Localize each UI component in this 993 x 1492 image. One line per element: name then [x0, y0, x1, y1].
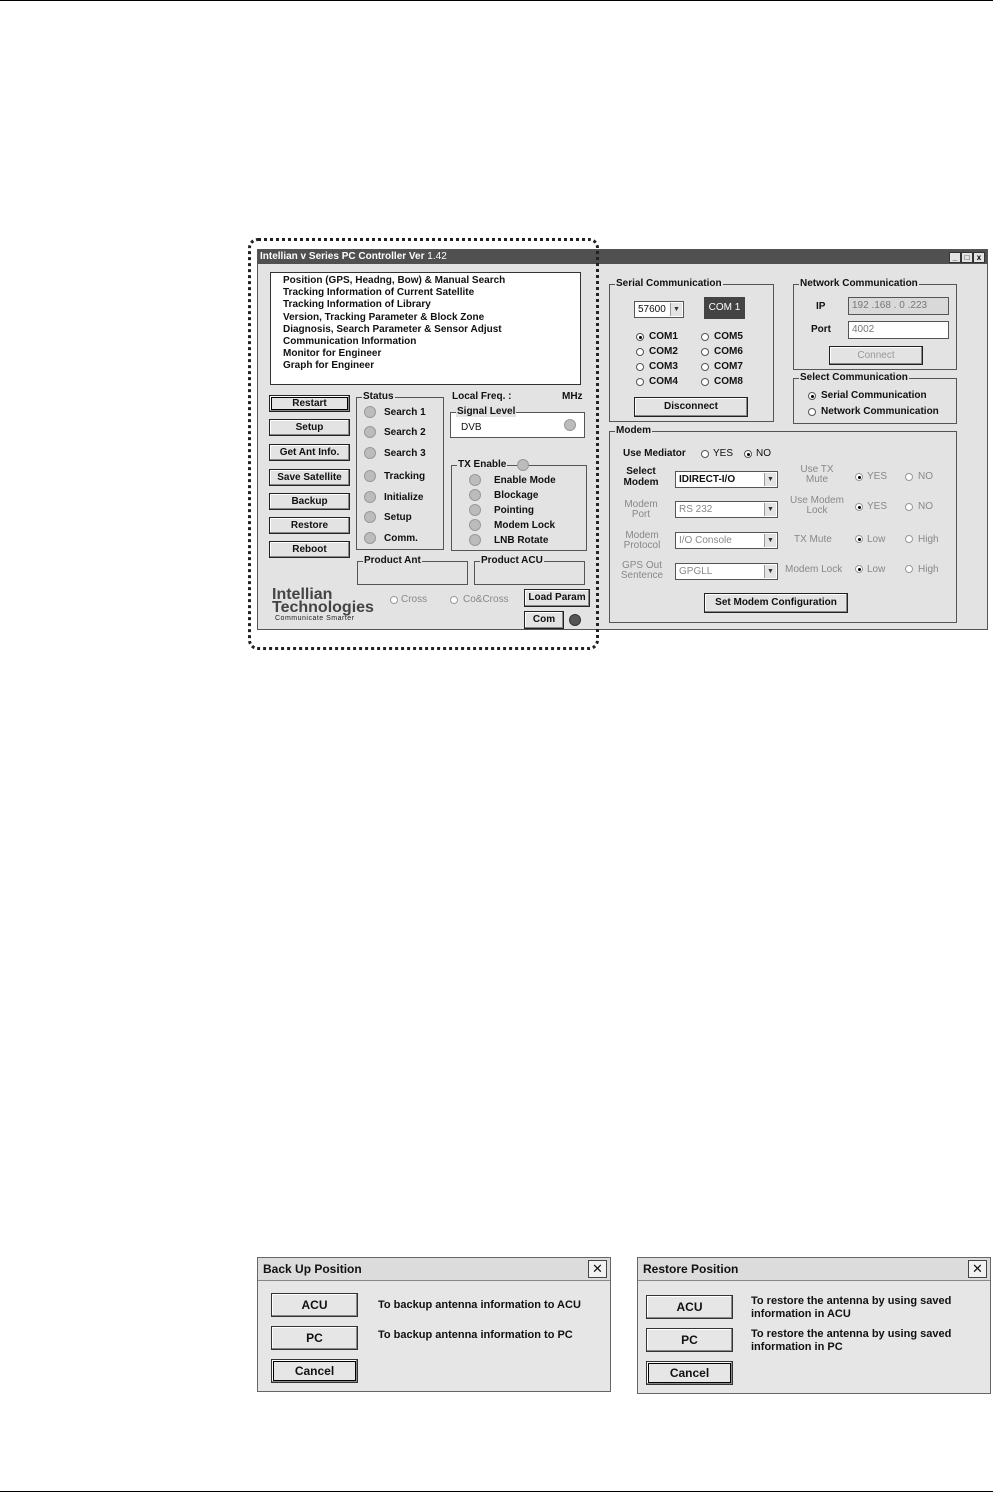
local-freq-label: Local Freq. :: [452, 391, 512, 402]
label-modem-lock-no: NO: [918, 501, 933, 512]
modem-protocol-value: I/O Console: [679, 535, 732, 546]
chevron-down-icon: ▼: [670, 303, 682, 316]
tx-label-blockage: Blockage: [494, 490, 539, 501]
radio-modem-lock-no[interactable]: [905, 503, 913, 511]
backup-dialog-title: Back Up Position: [258, 1258, 610, 1281]
restore-position-dialog: [637, 1257, 991, 1394]
signal-level-title: Signal Level: [457, 406, 516, 417]
select-communication-group: [793, 372, 957, 424]
radio-com3[interactable]: [636, 363, 644, 371]
modem-port-dropdown[interactable]: [675, 501, 778, 518]
status-label-search3: Search 3: [384, 448, 426, 459]
radio-mediator-yes[interactable]: [701, 450, 709, 458]
menu-item-tracking-library[interactable]: Tracking Information of Library: [283, 299, 431, 311]
modem-protocol-dropdown[interactable]: [675, 532, 778, 549]
window-version: 1.42: [427, 251, 447, 262]
set-modem-configuration-button[interactable]: Set Modem Configuration: [704, 593, 848, 613]
restore-button[interactable]: Restore: [269, 517, 350, 534]
backup-pc-button[interactable]: PC: [271, 1326, 358, 1350]
select-modem-label: Select Modem: [623, 466, 659, 488]
status-label-initialize: Initialize: [384, 492, 424, 503]
chevron-down-icon: ▼: [764, 473, 776, 486]
restore-pc-button[interactable]: PC: [646, 1328, 733, 1352]
menu-item-version[interactable]: Version, Tracking Parameter & Block Zone: [283, 311, 485, 323]
gps-out-dropdown[interactable]: [675, 563, 778, 580]
radio-com4[interactable]: [636, 378, 644, 386]
status-label-search2: Search 2: [384, 427, 426, 438]
label-modem-lock-high: High: [918, 564, 939, 575]
status-label-tracking: Tracking: [384, 471, 426, 482]
network-communication-group: [793, 278, 957, 370]
ip-field[interactable]: 192 .168 . 0 .223: [848, 297, 949, 315]
maximize-button[interactable]: □: [961, 252, 973, 263]
backup-acu-description: To backup antenna information to ACU: [378, 1299, 581, 1311]
tx-label-modem-lock: Modem Lock: [494, 520, 556, 531]
label-tx-mute-high: High: [918, 534, 939, 545]
modem-group: [609, 425, 957, 623]
radio-mediator-no[interactable]: [744, 450, 752, 458]
baud-rate-value: 57600: [638, 304, 666, 315]
restore-dialog-close-icon[interactable]: ✕: [968, 1260, 987, 1278]
product-acu-title: Product ACU: [481, 555, 543, 566]
menu-item-monitor[interactable]: Monitor for Engineer: [283, 348, 382, 360]
signal-level-value: DVB: [461, 422, 482, 433]
label-tx-mute-no: NO: [918, 471, 933, 482]
status-label-setup: Setup: [384, 512, 412, 523]
modem-protocol-label: Modem Protocol: [623, 530, 661, 551]
radio-tx-mute-yes[interactable]: [855, 473, 863, 481]
radio-com5[interactable]: [701, 333, 709, 341]
label-mediator-no: NO: [756, 448, 771, 459]
label-com6: COM6: [714, 346, 743, 357]
restore-acu-description: To restore the antenna by using saved information in ACU: [751, 1295, 952, 1320]
select-comm-title: Select Communication: [800, 372, 908, 383]
connect-button[interactable]: Connect: [829, 346, 923, 365]
serial-communication-group: [609, 278, 774, 422]
label-modem-lock-low: Low: [867, 564, 886, 575]
use-modem-lock-label: Use Modem Lock: [790, 495, 844, 516]
select-modem-dropdown[interactable]: [675, 471, 778, 488]
radio-com8[interactable]: [701, 378, 709, 386]
label-com7: COM7: [714, 361, 743, 372]
get-ant-info-button[interactable]: Get Ant Info.: [269, 444, 350, 461]
restore-acu-button[interactable]: ACU: [646, 1295, 733, 1319]
label-com1: COM1: [649, 331, 678, 342]
disconnect-button[interactable]: Disconnect: [634, 397, 748, 417]
port-label: Port: [811, 324, 831, 335]
highlight-outline: [248, 238, 599, 650]
tx-label-enable-mode: Enable Mode: [494, 475, 556, 486]
modem-port-value: RS 232: [679, 504, 713, 515]
label-network-communication: Network Communication: [821, 406, 939, 417]
restore-cancel-button[interactable]: Cancel: [646, 1361, 733, 1385]
label-com5: COM5: [714, 331, 743, 342]
restore-dialog-title: Restore Position: [638, 1258, 990, 1281]
menu-item-communication[interactable]: Communication Information: [283, 336, 417, 348]
label-com2: COM2: [649, 346, 678, 357]
modem-port-label: Modem Port: [624, 499, 658, 520]
radio-modem-lock-yes[interactable]: [855, 503, 863, 511]
label-tx-mute-low: Low: [867, 534, 886, 545]
tx-label-lnb-rotate: LNB Rotate: [494, 535, 549, 546]
label-cross: Cross: [401, 594, 428, 605]
label-com4: COM4: [649, 376, 678, 387]
radio-com6[interactable]: [701, 348, 709, 356]
logo-tagline: Communicate Smarter: [275, 615, 355, 622]
com-port-badge: COM 1: [704, 297, 745, 319]
modem-title: Modem: [616, 425, 651, 436]
radio-com1[interactable]: [636, 333, 644, 341]
backup-pc-description: To backup antenna information to PC: [378, 1329, 573, 1341]
product-ant-title: Product Ant: [364, 555, 421, 566]
chevron-down-icon: ▼: [764, 503, 776, 516]
menu-item-diagnosis[interactable]: Diagnosis, Search Parameter & Sensor Adjust: [283, 323, 502, 335]
top-rule: [0, 0, 993, 1]
minimize-button[interactable]: _: [949, 252, 961, 263]
radio-tx-mute-low[interactable]: [855, 535, 863, 543]
label-tx-mute-yes: YES: [867, 471, 888, 482]
use-tx-mute-label: Use TX Mute: [800, 464, 834, 485]
backup-acu-button[interactable]: ACU: [271, 1293, 358, 1317]
label-com3: COM3: [649, 361, 678, 372]
logo-line1: Intellian: [272, 586, 333, 603]
radio-tx-mute-high[interactable]: [905, 535, 913, 543]
status-label-comm: Comm.: [384, 533, 418, 544]
label-com8: COM8: [714, 376, 743, 387]
local-freq-unit: MHz: [562, 391, 583, 402]
use-mediator-label: Use Mediator: [623, 448, 686, 459]
label-co-cross: Co&Cross: [463, 594, 509, 605]
tx-label-pointing: Pointing: [494, 505, 534, 516]
load-param-button[interactable]: Load Param: [524, 589, 590, 607]
close-button[interactable]: x: [973, 252, 985, 263]
reboot-button[interactable]: Reboot: [269, 541, 350, 558]
gps-out-label: GPS Out Sentence: [620, 560, 664, 581]
chevron-down-icon: ▼: [764, 534, 776, 547]
backup-dialog-close-icon[interactable]: ✕: [588, 1260, 607, 1278]
port-field[interactable]: 4002: [848, 321, 949, 339]
restore-pc-description: To restore the antenna by using saved information in PC: [751, 1328, 952, 1353]
restart-button[interactable]: Restart: [269, 395, 350, 412]
serial-title: Serial Communication: [616, 278, 722, 289]
label-modem-lock-yes: YES: [867, 501, 888, 512]
label-mediator-yes: YES: [713, 448, 734, 459]
baud-rate-select[interactable]: [634, 301, 684, 318]
radio-com2[interactable]: [636, 348, 644, 356]
save-satellite-button[interactable]: Save Satellite: [269, 469, 350, 486]
radio-serial-communication[interactable]: [808, 392, 816, 400]
menu-item-tracking-current[interactable]: Tracking Information of Current Satellite: [283, 287, 475, 299]
radio-tx-mute-no[interactable]: [905, 473, 913, 481]
ip-label: IP: [816, 301, 826, 312]
radio-network-communication[interactable]: [808, 408, 816, 416]
label-serial-communication: Serial Communication: [821, 390, 927, 401]
network-title: Network Communication: [800, 278, 918, 289]
radio-modem-lock-low[interactable]: [855, 565, 863, 573]
com-button[interactable]: Com: [524, 611, 564, 629]
setup-button[interactable]: Setup: [269, 419, 350, 436]
tx-mute-label: TX Mute: [794, 534, 832, 545]
logo-line2: Technologies: [272, 599, 374, 616]
chevron-down-icon: ▼: [764, 565, 776, 578]
select-modem-value: IDIRECT-I/O: [679, 474, 736, 485]
gps-out-value: GPGLL: [679, 566, 713, 577]
radio-modem-lock-high[interactable]: [905, 565, 913, 573]
menu-item-graph[interactable]: Graph for Engineer: [283, 360, 375, 372]
backup-cancel-button[interactable]: Cancel: [271, 1359, 358, 1383]
menu-item-position[interactable]: Position (GPS, Headng, Bow) & Manual Search: [283, 275, 506, 286]
status-title: Status: [363, 391, 394, 402]
status-label-search1: Search 1: [384, 407, 426, 418]
window-title: Intellian v Series PC Controller Ver: [260, 251, 425, 262]
backup-button[interactable]: Backup: [269, 493, 350, 510]
tx-enable-title: TX Enable: [458, 459, 507, 470]
modem-lock-label: Modem Lock: [785, 564, 843, 575]
backup-position-dialog: [257, 1257, 611, 1392]
radio-com7[interactable]: [701, 363, 709, 371]
